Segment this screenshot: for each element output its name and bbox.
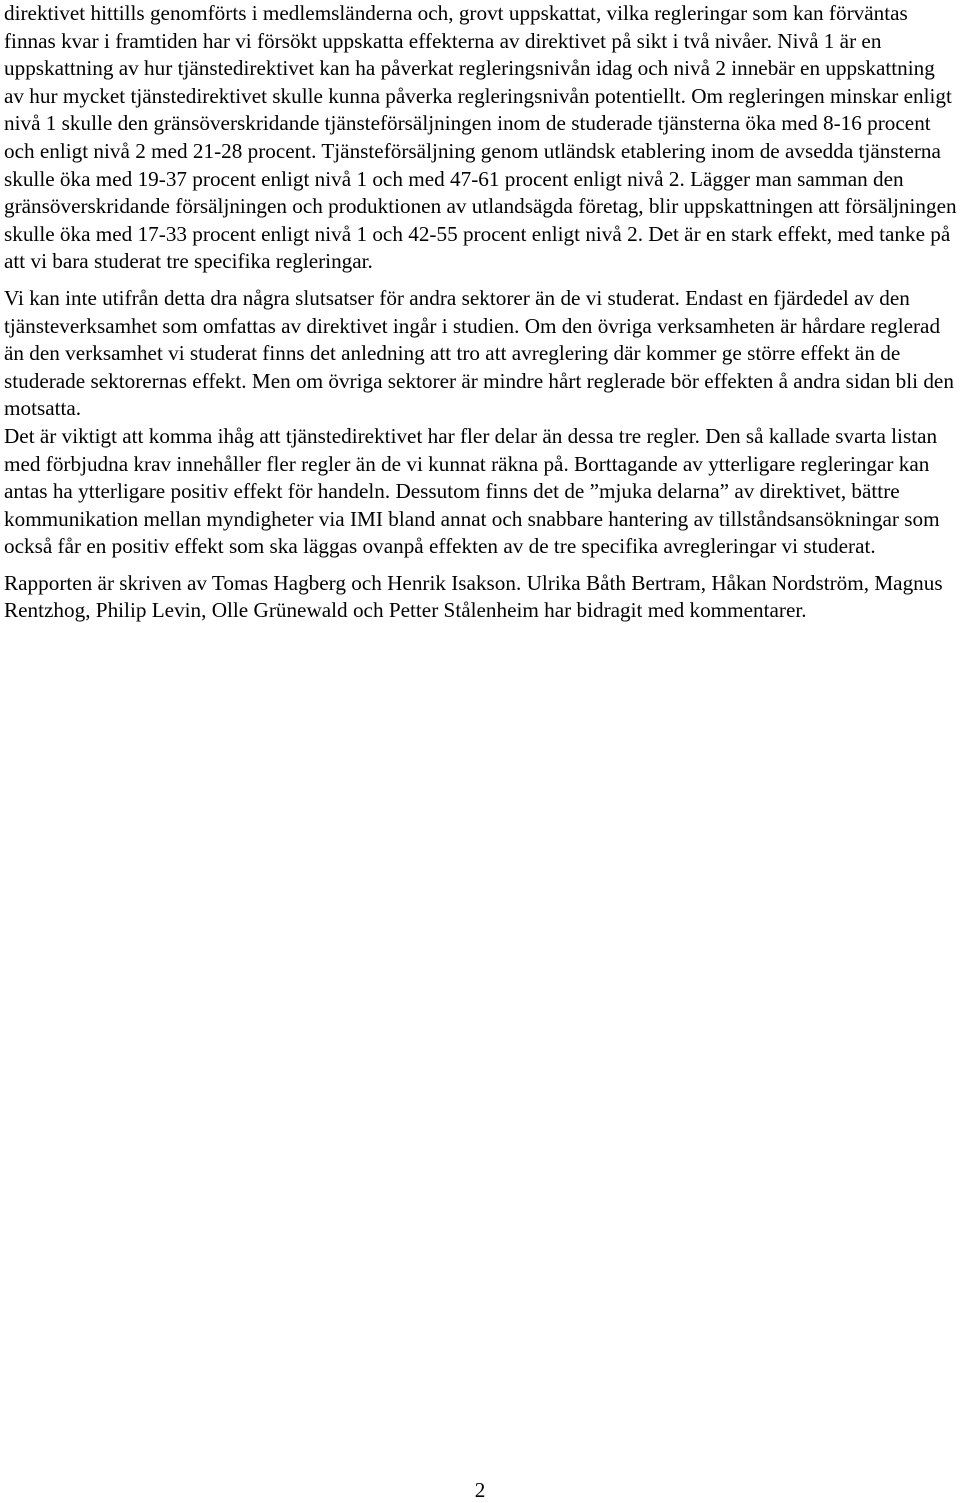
paragraph-effect-estimates: direktivet hittills genomförts i medlemsländerna och, grovt uppskattat, vilka regleringar som kan förväntas finnas kvar i framtiden har vi försökt uppskatta effekterna av direktivet på sikt i två nivåer. Nivå 1 är en uppskattning av hur tjänstedirektivet kan ha påverkat regleringsnivån idag och nivå 2 innebär en uppskattning av hur mycket tjänstedirektivet skulle kunna påverka regleringsnivån potentiellt. Om regleringen minskar enligt nivå 1 skulle den gränsöverskridande tjänsteförsäljningen inom de studerade tjänsterna öka med 8-16 procent och enligt nivå 2 med 21-28 procent. Tjänsteförsäljning genom utländsk etablering inom de avsedda tjänsterna skulle öka med 19-37 procent enligt nivå 1 och med 47-61 procent enligt nivå 2. Lägger man samman den gränsöverskridande försäljningen och produktionen av utlandsägda företag, blir uppskattningen att försäljningen skulle öka med 17-33 procent enligt nivå 1 och 42-55 procent enligt nivå 2. Det är en stark effekt, med tanke på att vi bara studerat tre specifika regleringar. [4, 1, 957, 274]
page-number: 2 [474, 1478, 486, 1502]
paragraph-directive-parts: Det är viktigt att komma ihåg att tjänstedirektivet har fler delar än dessa tre regler. Den så kallade svarta listan med förbjudna krav innehåller fler regler än de vi kunnat räkna på. Borttagande av ytterligare regleringar kan antas ha ytterligare positiv effekt för handeln. Dessutom finns det de ”mjuka delarna” av direktivet, bättre kommunikation mellan myndigheter via IMI bland annat och snabbare hantering av tillståndsansökningar som också får en positiv effekt som ska läggas ovanpå effekten av de tre specifika avregleringar vi studerat. [4, 423, 940, 559]
paragraph-other-sectors: Vi kan inte utifrån detta dra några slutsatser för andra sektorer än de vi studerat. Endast en fjärdedel av den tjänsteverksamhet som omfattas av direktivet ingår i studien. Om den övriga verksamheten är hårdare reglerad än den verksamhet vi studerat finns det anledning att tro att avreglering där kommer ge större effekt än de studerade sektorernas effekt. Men om övriga sektorer är mindre hårt reglerade bör effekten å andra sidan bli den motsatta. [4, 285, 954, 421]
paragraph-authors: Rapporten är skriven av Tomas Hagberg och Henrik Isakson. Ulrika Båth Bertram, Håkan Nordström, Magnus Rentzhog, Philip Levin, Olle Grünewald och Petter Stålenheim har bidragit med kommentarer. [4, 570, 943, 623]
body-text [4, 0, 960, 625]
